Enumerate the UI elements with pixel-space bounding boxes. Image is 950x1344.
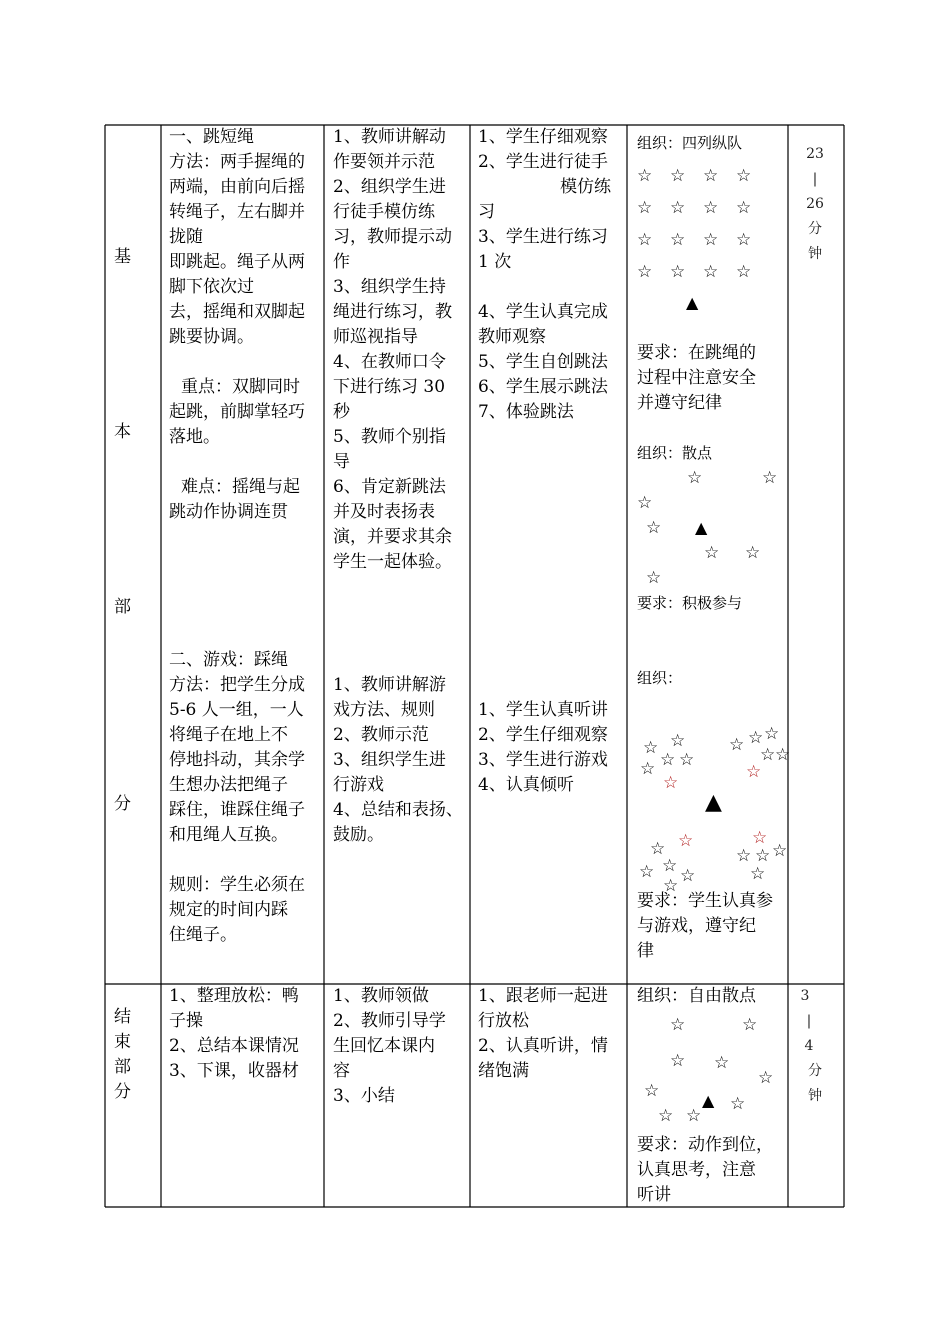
teacher-line: 2、组织学生进 [333, 177, 446, 197]
content-line: 子操 [169, 1011, 203, 1031]
teacher-line: 容 [333, 1061, 350, 1081]
requirement-line: 认真思考，注意 [637, 1160, 756, 1180]
student-star-icon: ☆ [736, 166, 752, 186]
teacher-line: 秒 [333, 402, 350, 422]
end-org-label: 组织：自由散点 [637, 986, 756, 1006]
main-teacher-rope [333, 125, 452, 575]
student-star-icon: ☆ [758, 1068, 774, 1088]
student-star-icon: ☆ [660, 750, 676, 770]
student-line: 7、体验跳法 [478, 402, 574, 422]
teacher-line: 6、肯定新跳法 [333, 477, 446, 497]
org3-requirement [637, 889, 773, 964]
student-star-icon: ☆ [760, 745, 776, 765]
requirement-line: 要求：动作到位， [637, 1135, 773, 1155]
content-line: 规则：学生必须在 [169, 875, 305, 895]
teacher-line: 演，并要求其余 [333, 527, 452, 547]
student-star-icon: ☆ [670, 1015, 686, 1035]
section-label-char: 束 [114, 1032, 131, 1052]
content-line: 落地。 [169, 427, 220, 447]
content-line: 拢随 [169, 227, 203, 247]
content-line: 即跳起。绳子从两 [169, 252, 305, 272]
student-star-icon: ☆ [637, 262, 653, 282]
student-line: 1、学生仔细观察 [478, 127, 608, 147]
teacher-line: 行游戏 [333, 775, 384, 795]
student-star-icon: ☆ [736, 262, 752, 282]
time-line: 钟 [808, 246, 822, 262]
content-line: 2、总结本课情况 [169, 1036, 299, 1056]
accent-star-icon: ☆ [678, 831, 694, 851]
requirement-line: 要求：学生认真参 [637, 891, 773, 911]
student-line: 1 次 [478, 252, 512, 272]
student-star-icon: ☆ [670, 262, 686, 282]
teacher-line: 作要领并示范 [333, 152, 435, 172]
teacher-line: 3、小结 [333, 1086, 395, 1106]
student-star-icon: ☆ [644, 1081, 660, 1101]
accent-star-icon: ☆ [752, 828, 768, 848]
student-line: 2、学生仔细观察 [478, 725, 608, 745]
content-line: 1、整理放松：鸭 [169, 986, 299, 1006]
student-line: 教师观察 [478, 327, 546, 347]
content-line: 二、游戏：踩绳 [169, 650, 288, 670]
student-star-icon: ☆ [646, 518, 662, 538]
teacher-line: 导 [333, 452, 350, 472]
teacher-line: 1、教师领做 [333, 986, 429, 1006]
end-content [169, 984, 299, 1084]
student-star-icon: ☆ [772, 841, 788, 861]
content-line: 生想办法把绳子 [169, 775, 288, 795]
time-line: 分 [808, 1063, 822, 1079]
student-star-icon: ☆ [650, 839, 666, 859]
content-line: 两端，由前向后摇 [169, 177, 305, 197]
main-time [788, 142, 842, 267]
end-teacher [333, 984, 446, 1109]
teacher-line: 4、在教师口令 [333, 352, 446, 372]
teacher-line: 1、教师讲解动 [333, 127, 446, 147]
teacher-line: 1、教师讲解游 [333, 675, 446, 695]
student-line [478, 275, 611, 300]
end-time [778, 984, 832, 1109]
student-star-icon: ☆ [643, 738, 659, 758]
content-line: 方法：把学生分成 [169, 675, 305, 695]
time-line: 3 [800, 988, 810, 1004]
student-star-icon: ☆ [687, 468, 703, 488]
content-line: 停地抖动，其余学 [169, 750, 305, 770]
section-label-char: 部 [114, 597, 131, 617]
section-label-char: 分 [114, 1082, 131, 1102]
student-star-icon: ☆ [703, 262, 719, 282]
org1-requirement [637, 341, 756, 416]
content-line: 方法：两手握绳的 [169, 152, 305, 172]
teacher-line: 学生一起体验。 [333, 552, 452, 572]
teacher-line: 2、教师引导学 [333, 1011, 446, 1031]
student-star-icon: ☆ [703, 230, 719, 250]
main-teacher-game [333, 673, 463, 848]
student-star-icon: ☆ [670, 198, 686, 218]
student-line: 4、学生认真完成 [478, 302, 608, 322]
content-line: 规定的时间内踩 [169, 900, 288, 920]
student-line: 5、学生自创跳法 [478, 352, 608, 372]
teacher-triangle-icon: ▲ [686, 293, 699, 312]
section-label-char: 结 [114, 1007, 131, 1027]
section-label-char: 分 [114, 794, 131, 814]
student-line: 行放松 [478, 1011, 529, 1031]
content-line: 3、下课，收器材 [169, 1061, 299, 1081]
student-star-icon: ☆ [703, 166, 719, 186]
student-star-icon: ☆ [764, 724, 780, 744]
student-star-icon: ☆ [736, 846, 752, 866]
content-line: 一、跳短绳 [169, 127, 254, 147]
student-star-icon: ☆ [745, 543, 761, 563]
content-line: 5-6 人一组，一人 [169, 700, 304, 720]
time-line: 26 [806, 196, 824, 212]
student-star-icon: ☆ [755, 846, 771, 866]
teacher-line: 绳进行练习，教 [333, 302, 452, 322]
student-line: 绪饱满 [478, 1061, 529, 1081]
content-line [169, 450, 305, 475]
requirement-line: 过程中注意安全 [637, 368, 756, 388]
content-line: 踩住，谁踩住绳子 [169, 800, 305, 820]
content-line: 脚下依次过 [169, 277, 254, 297]
time-line: 23 [806, 146, 824, 162]
end-student [478, 984, 608, 1084]
student-star-icon: ☆ [736, 230, 752, 250]
content-line: 将绳子在地上不 [169, 725, 288, 745]
student-line: 4、认真倾听 [478, 775, 574, 795]
content-line: 去，摇绳和双脚起 [169, 302, 305, 322]
student-line: 6、学生展示跳法 [478, 377, 608, 397]
student-star-icon: ☆ [730, 1094, 746, 1114]
student-line: 1、学生认真听讲 [478, 700, 608, 720]
student-star-icon: ☆ [748, 728, 764, 748]
org1-label: 组织：四列纵队 [637, 134, 743, 152]
content-line [169, 350, 305, 375]
teacher-line: 师巡视指导 [333, 327, 418, 347]
student-line: 习 [478, 202, 495, 222]
requirement-line: 与游戏，遵守纪 [637, 916, 756, 936]
accent-star-icon: ☆ [746, 762, 762, 782]
student-star-icon: ☆ [775, 745, 791, 765]
teacher-line: 5、教师个别指 [333, 427, 446, 447]
student-star-icon: ☆ [680, 866, 696, 886]
accent-star-icon: ☆ [663, 773, 679, 793]
student-star-icon: ☆ [639, 862, 655, 882]
student-star-icon: ☆ [762, 468, 778, 488]
student-line: 1、跟老师一起进 [478, 986, 608, 1006]
student-star-icon: ☆ [662, 856, 678, 876]
time-line: | [812, 171, 818, 187]
teacher-line: 行徒手模仿练 [333, 202, 435, 222]
teacher-triangle-icon: ▲ [705, 790, 722, 815]
student-star-icon: ☆ [714, 1053, 730, 1073]
teacher-triangle-icon: ▲ [695, 518, 708, 537]
student-star-icon: ☆ [670, 166, 686, 186]
student-star-icon: ☆ [637, 198, 653, 218]
content-line: 转绳子，左右脚并 [169, 202, 305, 222]
student-star-icon: ☆ [729, 735, 745, 755]
content-line: 难点：摇绳与起 [181, 477, 300, 497]
content-line: 跳动作协调连贯 [169, 502, 288, 522]
student-star-icon: ☆ [640, 759, 656, 779]
student-star-icon: ☆ [637, 166, 653, 186]
teacher-line: 2、教师示范 [333, 725, 429, 745]
content-line [169, 848, 305, 873]
student-star-icon: ☆ [670, 1051, 686, 1071]
student-star-icon: ☆ [679, 750, 695, 770]
teacher-triangle-icon: ▲ [702, 1091, 715, 1110]
time-line: 4 [804, 1038, 814, 1054]
content-line: 起跳，前脚掌轻巧 [169, 402, 305, 422]
content-line: 和甩绳人互换。 [169, 825, 288, 845]
teacher-line: 3、组织学生进 [333, 750, 446, 770]
teacher-line: 鼓励。 [333, 825, 384, 845]
main-content-game [169, 648, 305, 948]
student-star-icon: ☆ [637, 493, 653, 513]
requirement-line: 听讲 [637, 1185, 671, 1205]
main-student-game [478, 698, 608, 798]
org3-label: 组织： [637, 669, 683, 687]
time-line: | [806, 1013, 812, 1029]
time-line: 分 [808, 221, 822, 237]
student-star-icon: ☆ [646, 568, 662, 588]
student-line: 3、学生进行游戏 [478, 750, 608, 770]
requirement-line: 要求：在跳绳的 [637, 343, 756, 363]
teacher-line: 3、组织学生持 [333, 277, 446, 297]
student-star-icon: ☆ [658, 1106, 674, 1126]
student-star-icon: ☆ [703, 198, 719, 218]
content-line: 跳要协调。 [169, 327, 254, 347]
requirement-line: 律 [637, 941, 654, 961]
student-star-icon: ☆ [637, 230, 653, 250]
teacher-line: 并及时表扬表 [333, 502, 435, 522]
student-line: 2、学生进行徒手 [478, 152, 608, 172]
main-content-rope [169, 125, 305, 525]
teacher-line: 习，教师提示动 [333, 227, 452, 247]
end-requirement [637, 1133, 773, 1208]
content-line: 重点：双脚同时 [181, 377, 300, 397]
content-line: 住绳子。 [169, 925, 237, 945]
student-star-icon: ☆ [742, 1015, 758, 1035]
student-star-icon: ☆ [663, 876, 679, 896]
teacher-line: 4、总结和表扬、 [333, 800, 463, 820]
time-line: 钟 [808, 1088, 822, 1104]
student-star-icon: ☆ [670, 731, 686, 751]
org2-label: 组织：散点 [637, 444, 713, 462]
student-star-icon: ☆ [704, 543, 720, 563]
student-line: 2、认真听讲，情 [478, 1036, 608, 1056]
student-line: 3、学生进行练习 [478, 227, 608, 247]
student-star-icon: ☆ [750, 864, 766, 884]
requirement-line: 并遵守纪律 [637, 393, 722, 413]
main-student-rope [478, 125, 611, 425]
teacher-line: 戏方法、规则 [333, 700, 435, 720]
student-star-icon: ☆ [736, 198, 752, 218]
student-star-icon: ☆ [686, 1106, 702, 1126]
teacher-line: 生回忆本课内 [333, 1036, 435, 1056]
section-label-char: 部 [114, 1057, 131, 1077]
section-label-char: 基 [114, 247, 131, 267]
student-star-icon: ☆ [670, 230, 686, 250]
org2-requirement: 要求：积极参与 [637, 594, 743, 612]
teacher-line: 作 [333, 252, 350, 272]
section-label-char: 本 [114, 422, 131, 442]
student-line: 模仿练 [560, 177, 611, 197]
teacher-line: 下进行练习 30 [333, 377, 446, 397]
